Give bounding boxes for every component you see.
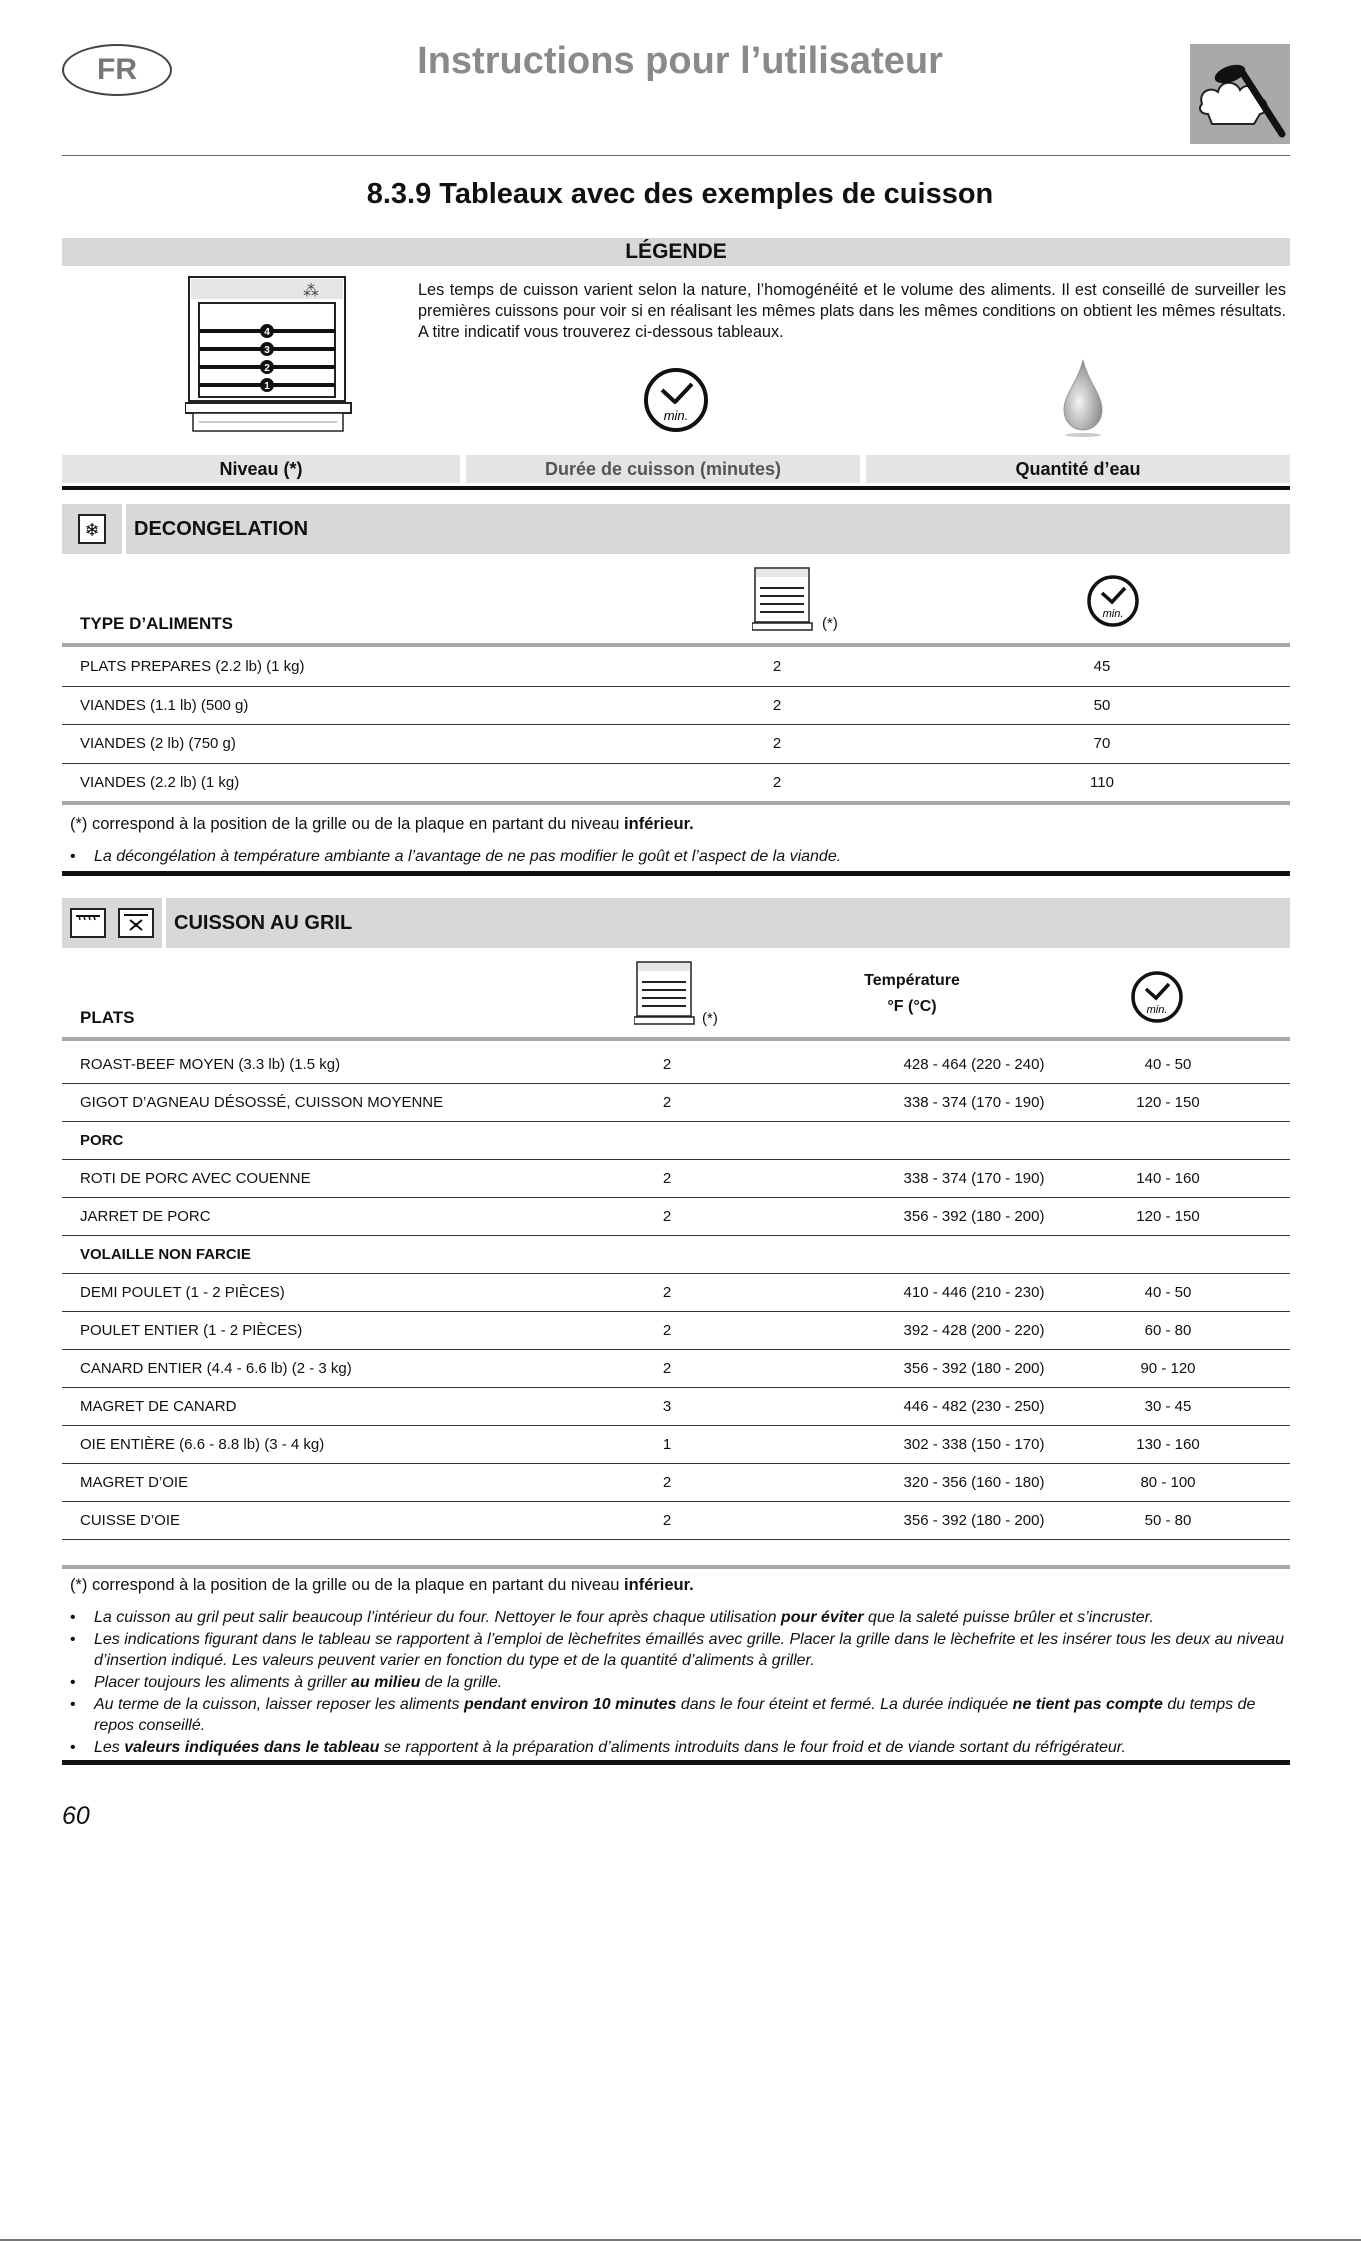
row-level: 2 — [772, 773, 782, 791]
table-footer-rule — [62, 1565, 1290, 1569]
row-level: 2 — [662, 1512, 672, 1529]
row-time: 120 - 150 — [1136, 1208, 1200, 1225]
table-row — [62, 764, 1290, 803]
row-food-name: CUISSE D’OIE — [80, 1512, 181, 1529]
row-food-name: PLATS PREPARES (2.2 lb) (1 kg) — [80, 658, 305, 675]
row-temperature: 302 - 338 (150 - 170) — [903, 1436, 1045, 1453]
table-row — [62, 1312, 1290, 1350]
row-time: 60 - 80 — [1144, 1322, 1192, 1339]
clock-label: min. — [1102, 608, 1124, 620]
col-temp-unit: °F (°C) — [887, 998, 937, 1015]
defrost-note — [70, 815, 694, 834]
snowflake-icon — [78, 514, 106, 544]
row-food-name: VIANDES (1.1 lb) (500 g) — [80, 696, 249, 714]
col-type-aliments: TYPE D’ALIMENTS — [80, 614, 234, 633]
section-title: 8.3.9 Tableaux avec des exemples de cuisson — [366, 178, 994, 210]
legend-col-duree: Durée de cuisson (minutes) — [466, 455, 860, 483]
row-food-name: VIANDES (2.2 lb) (1 kg) — [80, 773, 240, 791]
section-divider — [62, 871, 1290, 876]
defrost-bullet: • La décongélation à température ambiante a l’avantage de ne pas modifier le goût et l’aspect de la viande. — [94, 846, 1284, 867]
grill-bullet-item — [94, 1629, 1290, 1671]
row-food-name: POULET ENTIER (1 - 2 PIÈCES) — [80, 1322, 303, 1339]
table-row — [62, 1350, 1290, 1388]
row-food-name: CANARD ENTIER (4.4 - 6.6 lb) (2 - 3 kg) — [80, 1360, 352, 1377]
oven-levels-icon — [185, 273, 355, 445]
bullet-emphasis: valeurs indiquées dans le tableau — [124, 1739, 380, 1756]
bullet-emphasis: au milieu — [351, 1674, 421, 1691]
level-number: 2 — [264, 363, 270, 374]
row-food-name: OIE ENTIÈRE (6.6 - 8.8 lb) (3 - 4 kg) — [80, 1436, 325, 1453]
clock-min-icon — [1086, 574, 1140, 633]
row-subheading: VOLAILLE NON FARCIE — [80, 1246, 251, 1263]
grill-title: CUISSON AU GRIL — [166, 898, 1290, 948]
oven-levels-icon — [634, 960, 696, 1031]
row-temperature: 356 - 392 (180 - 200) — [903, 1360, 1045, 1377]
defrost-icon-box — [62, 504, 122, 554]
table-subheading-row — [62, 1122, 1290, 1160]
table-row — [62, 1160, 1290, 1198]
table-subheading-row — [62, 1236, 1290, 1274]
row-food-name: ROAST-BEEF MOYEN (3.3 lb) (1.5 kg) — [80, 1056, 341, 1073]
bullet-text: se rapportent à la préparation d’aliments introduits dans le four froid et de viande sortant du réfrigérateur. — [379, 1739, 1126, 1756]
row-level: 2 — [662, 1322, 672, 1339]
chef-hat-spoon-icon — [1190, 44, 1290, 144]
row-level: 2 — [772, 696, 782, 714]
legend-col-eau: Quantité d’eau — [866, 455, 1290, 483]
bullet-text: de la grille. — [420, 1674, 503, 1691]
row-level: 2 — [662, 1094, 672, 1111]
row-level: 3 — [662, 1398, 672, 1415]
table-row — [62, 1388, 1290, 1426]
row-food-name: MAGRET DE CANARD — [80, 1398, 237, 1415]
row-time: 120 - 150 — [1136, 1094, 1200, 1111]
level-number: 3 — [264, 345, 270, 356]
bullet-emphasis: pendant environ 10 minutes — [463, 1696, 677, 1713]
table-row — [62, 1274, 1290, 1312]
row-time: 30 - 45 — [1144, 1398, 1192, 1415]
level-number: 4 — [264, 327, 270, 338]
svg-text:❄: ❄ — [84, 520, 100, 541]
bullet-text: dans le four éteint et fermé. La durée indiquée — [676, 1696, 1013, 1713]
row-temperature: 356 - 392 (180 - 200) — [903, 1208, 1045, 1225]
oven-levels-icon — [752, 566, 814, 637]
clock-min-icon — [1130, 970, 1184, 1029]
grill-note — [70, 1576, 694, 1595]
grill-bullet-item — [94, 1694, 1290, 1736]
grill-bullet-item — [94, 1672, 1290, 1693]
table-row — [62, 725, 1290, 764]
level-number: 1 — [264, 381, 270, 392]
row-temperature: 320 - 356 (160 - 180) — [903, 1474, 1045, 1491]
row-time: 40 - 50 — [1144, 1284, 1192, 1301]
row-time: 45 — [1093, 658, 1111, 675]
row-time: 80 - 100 — [1140, 1474, 1196, 1491]
grill-fan-icon — [118, 908, 154, 938]
row-level: 2 — [662, 1284, 672, 1301]
row-subheading: PORC — [80, 1132, 124, 1149]
row-time: 130 - 160 — [1136, 1436, 1200, 1453]
table-header-rule — [62, 643, 1290, 647]
row-level: 2 — [662, 1170, 672, 1187]
language-badge: FR — [62, 44, 172, 96]
grill-icon-box — [62, 898, 162, 948]
note-bold: inférieur. — [624, 1576, 694, 1594]
table-footer-rule — [62, 801, 1290, 805]
bullet-text: Les indications figurant dans le tableau se rapportent à l’emploi de lèchefrites émaillés avec grille. Placer la grille dans le lèchefrite et les insérer tous les deux au niveau d’insertion indiqué. Les valeurs peuvent varier en fonction du type et de la quantité d’aliments à griller. — [94, 1631, 1284, 1669]
defrost-title: DECONGELATION — [126, 504, 1290, 554]
table-row — [62, 1426, 1290, 1464]
bullet-text: Les — [94, 1739, 125, 1756]
col-star: (*) — [702, 1010, 718, 1027]
row-level: 2 — [662, 1208, 672, 1225]
grill-icon — [70, 908, 106, 938]
row-time: 110 — [1090, 773, 1114, 791]
bullet-text: La cuisson au gril peut salir beaucoup l’intérieur du four. Nettoyer le four après chaque utilisation — [94, 1609, 781, 1626]
table-row — [62, 1198, 1290, 1236]
bullet-text: que la saleté puisse brûler et s’incruster. — [863, 1609, 1154, 1626]
row-time: 140 - 160 — [1136, 1170, 1200, 1187]
grill-bullet-item — [94, 1737, 1290, 1758]
table-row — [62, 1464, 1290, 1502]
section-divider — [62, 1760, 1290, 1765]
bullet-text: Au terme de la cuisson, laisser reposer les aliments — [94, 1696, 464, 1713]
bullet-text: du temps de repos conseillé. — [94, 1696, 1256, 1734]
row-level: 2 — [772, 735, 782, 752]
row-food-name: VIANDES (2 lb) (750 g) — [80, 735, 236, 752]
row-temperature: 410 - 446 (210 - 230) — [903, 1284, 1045, 1301]
table-row — [62, 1084, 1290, 1122]
clock-min-icon — [642, 366, 710, 434]
row-time: 50 — [1093, 696, 1111, 714]
bullet-text: Placer toujours les aliments à griller — [94, 1674, 351, 1691]
legend-col-niveau: Niveau (*) — [62, 455, 460, 483]
legend-heading: LÉGENDE — [62, 238, 1290, 266]
table-header-rule — [62, 1037, 1290, 1041]
row-temperature: 446 - 482 (230 - 250) — [903, 1398, 1045, 1415]
row-food-name: MAGRET D’OIE — [80, 1474, 189, 1491]
table-row — [62, 1502, 1290, 1540]
row-temperature: 428 - 464 (220 - 240) — [903, 1056, 1045, 1073]
row-time: 40 - 50 — [1144, 1056, 1192, 1073]
row-level: 1 — [662, 1436, 672, 1453]
row-food-name: DEMI POULET (1 - 2 PIÈCES) — [80, 1284, 285, 1301]
row-temperature: 356 - 392 (180 - 200) — [903, 1512, 1045, 1529]
bullet-emphasis: pour éviter — [780, 1609, 864, 1626]
svg-text:⁂: ⁂ — [303, 281, 319, 300]
row-temperature: 338 - 374 (170 - 190) — [903, 1094, 1045, 1111]
note-text: (*) correspond à la position de la grille ou de la plaque en partant du niveau — [70, 815, 625, 833]
legend-text: Les temps de cuisson varient selon la nature, l’homogénéité et le volume des aliments. Il est conseillé de surveiller les premières cuissons pour voir si en réalisant les mêmes plats dans les mêmes conditions on obtient les mêmes résultats. A titre indicatif vous trouverez ci-dessous tableaux. — [418, 281, 1286, 341]
defrost-table — [62, 648, 1290, 802]
row-temperature: 392 - 428 (200 - 220) — [903, 1322, 1045, 1339]
col-star: (*) — [822, 615, 838, 632]
row-food-name: JARRET DE PORC — [80, 1208, 211, 1225]
row-temperature: 338 - 374 (170 - 190) — [903, 1170, 1045, 1187]
row-level: 2 — [662, 1360, 672, 1377]
water-drop-icon — [1058, 358, 1108, 438]
legend-divider — [62, 486, 1290, 490]
clock-label: min. — [1146, 1004, 1168, 1016]
row-level: 2 — [662, 1056, 672, 1073]
note-text: (*) correspond à la position de la grille ou de la plaque en partant du niveau — [70, 1576, 625, 1594]
col-plats: PLATS — [80, 1008, 135, 1027]
grill-table — [62, 1046, 1290, 1540]
header-title: Instructions pour l’utilisateur — [417, 40, 943, 82]
table-row — [62, 1046, 1290, 1084]
row-time: 70 — [1093, 735, 1111, 752]
grill-bullets — [94, 1607, 1290, 1759]
row-time: 90 - 120 — [1140, 1360, 1196, 1377]
grill-bullet-item — [94, 1607, 1290, 1628]
table-row — [62, 648, 1290, 687]
row-level: 2 — [662, 1474, 672, 1491]
row-time: 50 - 80 — [1144, 1512, 1192, 1529]
row-level: 2 — [772, 658, 782, 675]
bullet-emphasis: ne tient pas compte — [1012, 1696, 1163, 1713]
row-food-name: GIGOT D’AGNEAU DÉSOSSÉ, CUISSON MOYENNE — [80, 1094, 444, 1111]
clock-label: min. — [663, 408, 689, 423]
table-row — [62, 687, 1290, 726]
note-bold: inférieur. — [624, 815, 694, 833]
col-temp-label: Température — [864, 972, 960, 989]
header-divider — [62, 155, 1290, 156]
row-food-name: ROTI DE PORC AVEC COUENNE — [80, 1170, 311, 1187]
page-number: 60 — [62, 1802, 90, 1830]
